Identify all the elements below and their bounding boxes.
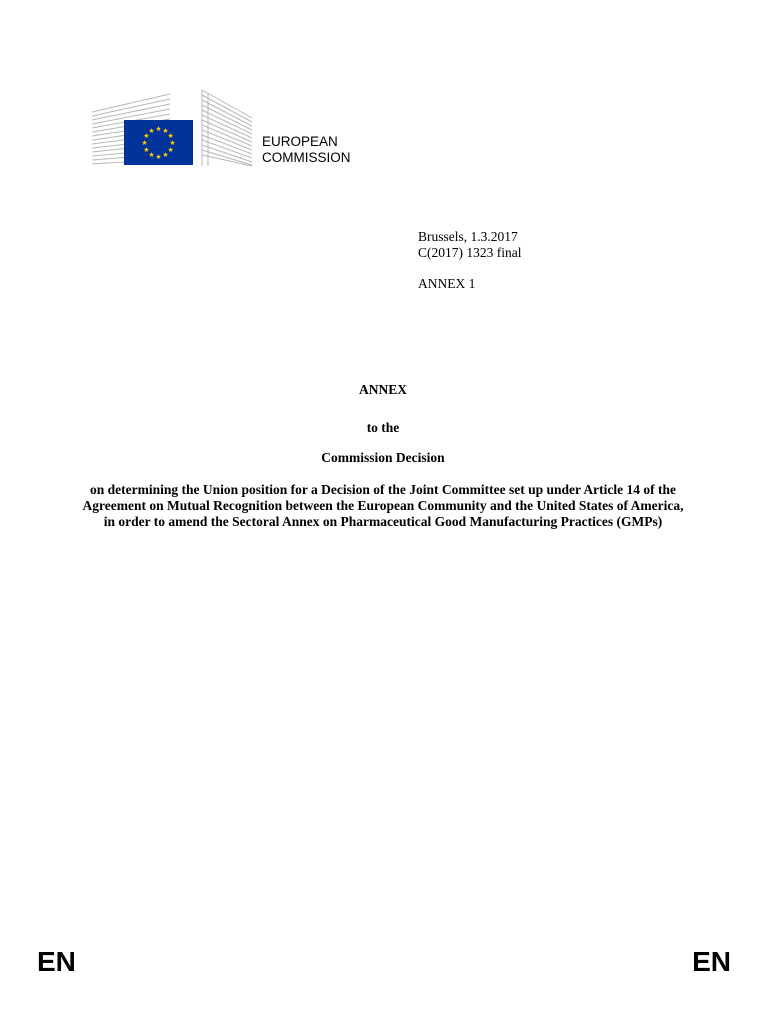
annex-number: ANNEX 1 — [418, 276, 476, 291]
language-code-right: EN — [692, 946, 731, 977]
organization-name-line2: COMMISSION — [262, 150, 351, 165]
svg-text:★: ★ — [143, 146, 150, 154]
svg-text:★: ★ — [148, 126, 155, 135]
svg-text:★: ★ — [167, 146, 174, 154]
document-title-to-the: to the — [366, 420, 400, 435]
svg-text:★: ★ — [169, 139, 176, 147]
svg-text:★: ★ — [167, 132, 174, 140]
svg-text:★: ★ — [148, 151, 155, 160]
svg-text:★: ★ — [162, 151, 169, 160]
document-title-decision: Commission Decision — [321, 450, 445, 465]
svg-text:★: ★ — [143, 132, 150, 140]
place-date: Brussels, 1.3.2017 — [418, 229, 518, 244]
document-subject: on determining the Union position for a Decision of the Joint Committee set up under Article 14 of the Agreement on Mutual Recognition between the European Community and the United States of America, in order to amend the Sectoral Annex on Pharmaceutical Good Manufacturing Practices (GMPs) — [82, 482, 684, 529]
ec-logo-icon — [90, 88, 260, 168]
organization-name-line1: EUROPEAN — [262, 134, 338, 149]
organization-name — [262, 134, 351, 166]
svg-text:★: ★ — [155, 125, 162, 133]
svg-text:★: ★ — [155, 153, 162, 161]
language-code-left: EN — [37, 946, 76, 977]
svg-text:★: ★ — [162, 126, 169, 135]
document-meta — [418, 229, 522, 292]
document-reference: C(2017) 1323 final — [418, 245, 522, 260]
svg-text:★: ★ — [141, 139, 148, 147]
document-title-annex: ANNEX — [358, 382, 407, 397]
building-right-wing — [202, 90, 252, 166]
